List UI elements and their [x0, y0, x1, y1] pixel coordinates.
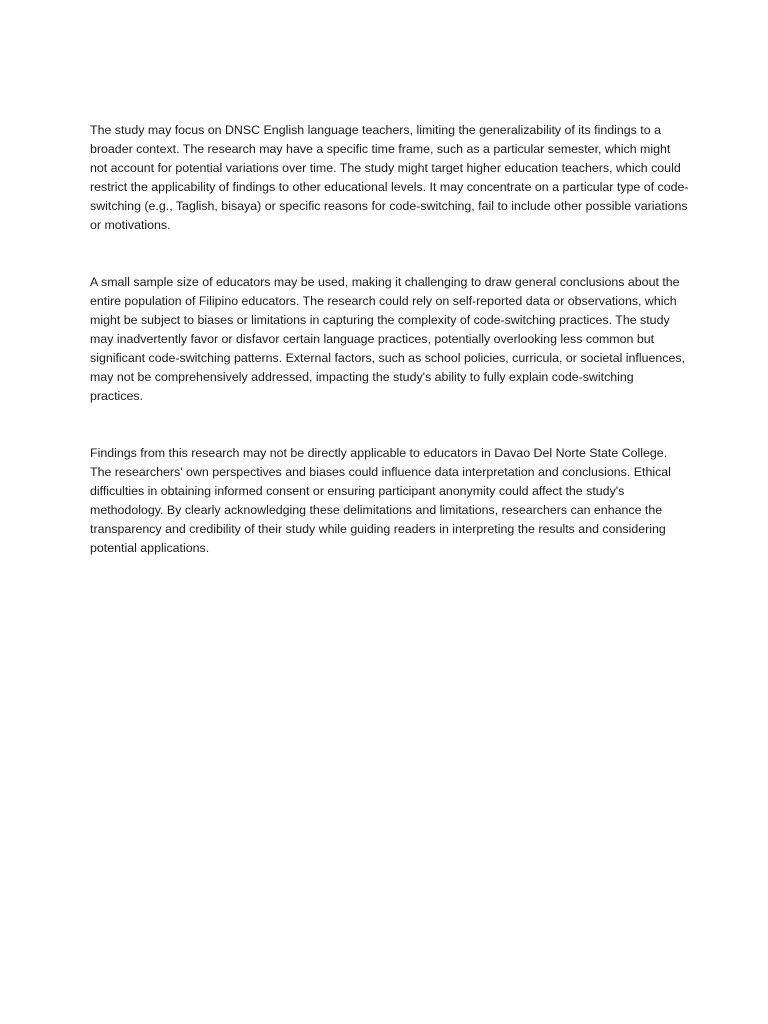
paragraph-scope: The study may focus on DNSC English language teachers, limiting the generalizability of its findings to a broader context. The research may have a specific time frame, such as a particular semester, which might not account for potential variations over time. The study might target higher education teachers, which could restrict the applicability of findings to other educational levels. It may concentrate on a particular type of code-switching (e.g., Taglish, bisaya) or specific reasons for code-switching, fail to include other possible variations or motivations.	[90, 123, 689, 232]
document-body	[90, 121, 690, 558]
paragraph-sample-limitations: A small sample size of educators may be used, making it challenging to draw general conclusions about the entire population of Filipino educators. The research could rely on self-reported data or observations, which might be subject to biases or limitations in capturing the complexity of code-switching practices. The study may inadvertently favor or disfavor certain language practices, potentially overlooking less common but significant code-switching patterns. External factors, such as school policies, curricula, or societal influences, may not be comprehensively addressed, impacting the study's ability to fully explain code-switching practices.	[90, 275, 686, 403]
paragraph-applicability: Findings from this research may not be directly applicable to educators in Davao Del Norte State College. The researchers' own perspectives and biases could influence data interpretation and conclusions. Ethical difficulties in obtaining informed consent or ensuring participant anonymity could affect the study's methodology. By clearly acknowledging these delimitations and limitations, researchers can enhance the transparency and credibility of their study while guiding readers in interpreting the results and considering potential applications.	[90, 446, 671, 555]
